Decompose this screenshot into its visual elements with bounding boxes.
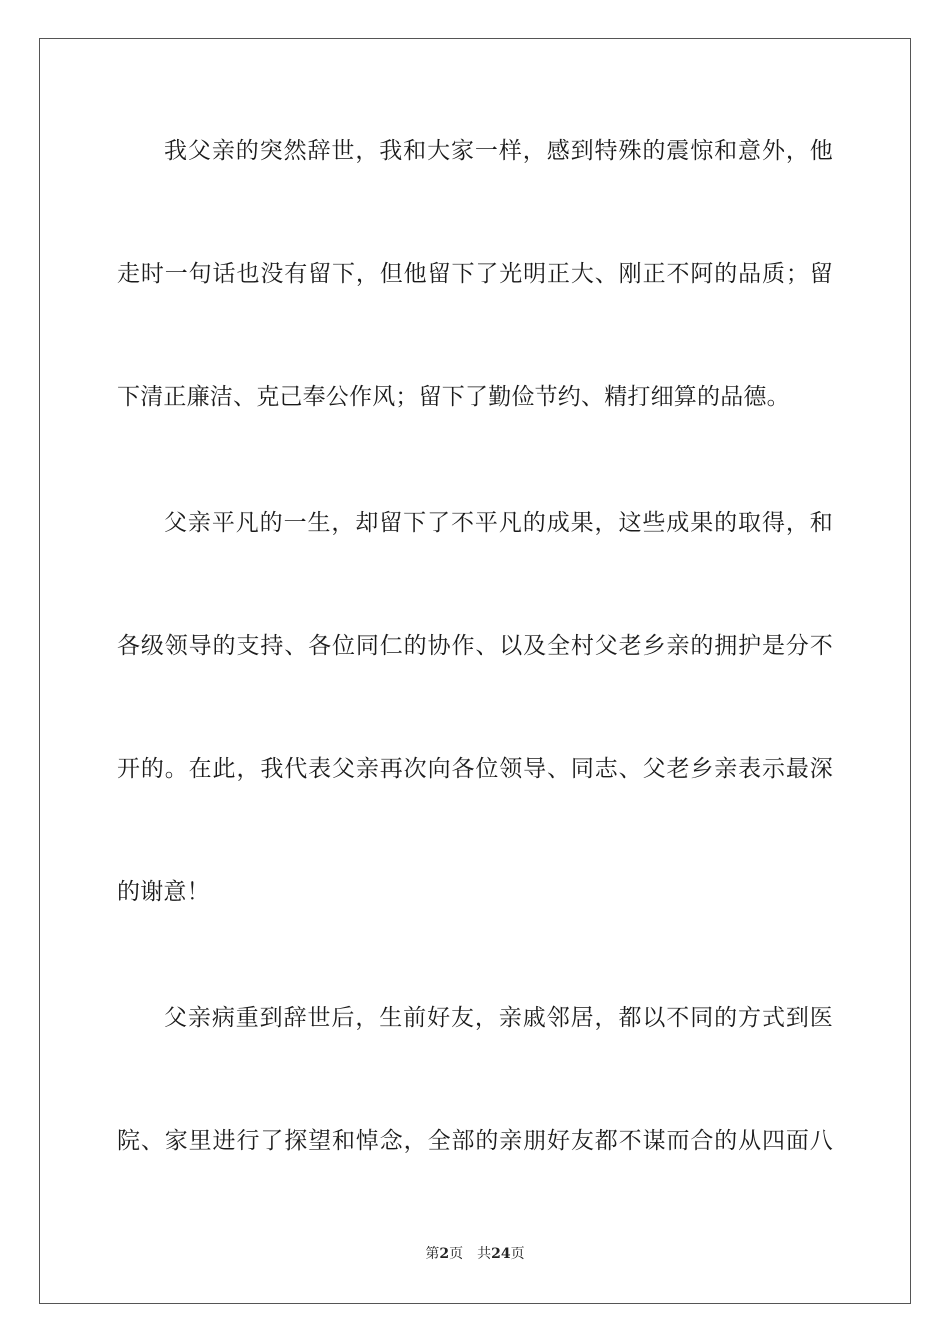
page-prefix: 第 <box>425 1246 440 1262</box>
paragraph-3-line-2: 院、家里进行了探望和悼念，全部的亲朋好友都不谋而合的从四面八 <box>117 1128 833 1154</box>
page-border <box>39 38 911 1304</box>
total-prefix: 共 <box>477 1246 492 1262</box>
paragraph-1-line-3: 下清正廉洁、克己奉公作风；留下了勤俭节约、精打细算的品德。 <box>117 384 790 410</box>
total-pages: 24 <box>491 1246 511 1262</box>
paragraph-2-line-2: 各级领导的支持、各位同仁的协作、以及全村父老乡亲的拥护是分不 <box>117 633 833 659</box>
paragraph-2-line-1: 父亲平凡的一生，却留下了不平凡的成果，这些成果的取得，和 <box>164 510 833 536</box>
paragraph-3-line-1: 父亲病重到辞世后，生前好友，亲戚邻居，都以不同的方式到医 <box>164 1005 833 1031</box>
paragraph-1-line-1: 我父亲的突然辞世，我和大家一样，感到特殊的震惊和意外，他 <box>164 138 833 164</box>
paragraph-2-line-4: 的谢意！ <box>117 879 210 905</box>
page-number: 2 <box>439 1246 450 1262</box>
paragraph-2-line-3: 开的。在此，我代表父亲再次向各位领导、同志、父老乡亲表示最深 <box>117 756 833 782</box>
page-suffix: 页 <box>449 1246 464 1262</box>
paragraph-1-line-2: 走时一句话也没有留下，但他留下了光明正大、刚正不阿的品质；留 <box>117 261 833 287</box>
total-suffix: 页 <box>510 1246 525 1262</box>
page-footer <box>0 1244 950 1264</box>
